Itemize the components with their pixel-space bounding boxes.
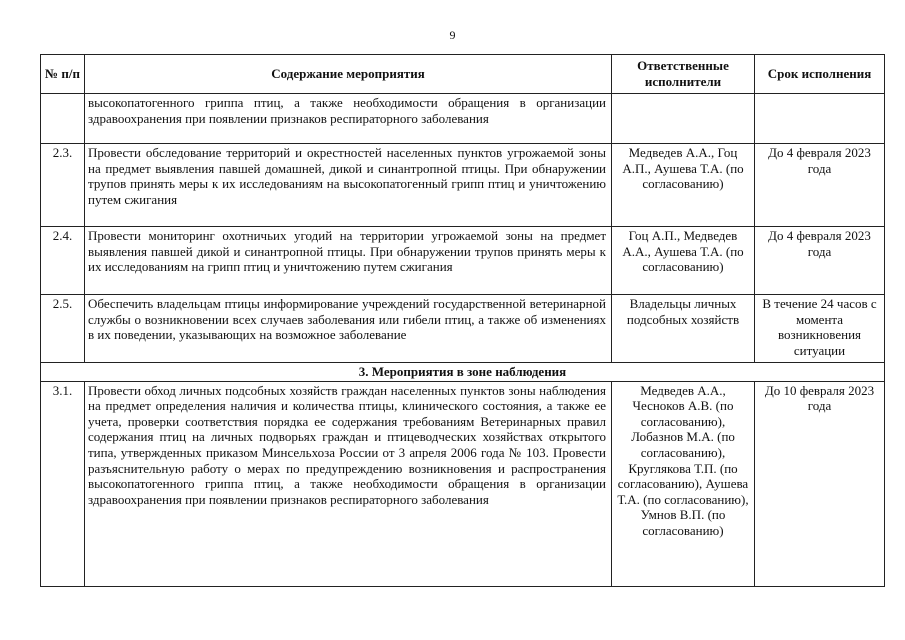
table-row xyxy=(41,94,885,144)
table-row xyxy=(41,381,885,586)
measures-table xyxy=(40,54,885,587)
table-row xyxy=(41,295,885,363)
row-term xyxy=(755,94,885,144)
row-num: 2.5. xyxy=(41,295,85,363)
page-number: 9 xyxy=(449,28,456,42)
row-content: Провести обход личных подсобных хозяйств граждан населенных пунктов зоны наблюдения на предмет определения наличия и количества птицы, клинического состояния, а также ее учета, проверки соответствия порядка ее содержания требованиям Ветеринарных правил содержания птиц на личных подворьях граждан и птицеводческих хозяйствах открытого типа, утвержденных приказом Минсельхоза России от 3 апреля 2006 года № 103. Провести разъяснительную работу о мерах по предупреждению возникновения и распространения высокопатогенного гриппа птиц, а также необходимости обращения в организации здравоохранения при появлении признаков респираторного заболевания xyxy=(85,381,612,586)
row-num: 3.1. xyxy=(41,381,85,586)
section-row xyxy=(41,363,885,382)
row-responsible xyxy=(612,94,755,144)
row-num xyxy=(41,94,85,144)
header-content: Содержание мероприятия xyxy=(85,55,612,94)
row-content: Провести мониторинг охотничьих угодий на территории угрожаемой зоны на предмет выявления павшей дикой и синантропной птицы. При обнаружении трупов принять меры к их исследованиям на грипп птиц и уничтожению путем сжигания xyxy=(85,227,612,295)
row-responsible: Медведев А.А., Гоц А.П., Аушева Т.А. (по согласованию) xyxy=(612,144,755,227)
row-term: До 4 февраля 2023 года xyxy=(755,227,885,295)
row-num: 2.4. xyxy=(41,227,85,295)
table-header-row xyxy=(41,55,885,94)
header-responsible: Ответственные исполнители xyxy=(612,55,755,94)
header-num: № п/п xyxy=(41,55,85,94)
row-responsible: Владельцы личных подсобных хозяйств xyxy=(612,295,755,363)
header-term: Срок исполнения xyxy=(755,55,885,94)
row-term: До 10 февраля 2023 года xyxy=(755,381,885,586)
row-responsible: Гоц А.П., Медведев А.А., Аушева Т.А. (по согласованию) xyxy=(612,227,755,295)
row-content: Обеспечить владельцам птицы информирование учреждений государственной ветеринарной службы о возникновении всех случаев заболевания или гибели птиц, а также об изменениях в их поведении, указывающих на возможное заболевание xyxy=(85,295,612,363)
section-title: 3. Мероприятия в зоне наблюдения xyxy=(41,363,885,382)
row-content: Провести обследование территорий и окрестностей населенных пунктов угрожаемой зоны на предмет выявления павшей домашней, дикой и синантропной птицы. При обнаружении трупов принять меры к их исследованиям на высокопатогенный грипп птиц и уничтожению путем сжигания xyxy=(85,144,612,227)
table-row xyxy=(41,144,885,227)
row-num: 2.3. xyxy=(41,144,85,227)
row-term: До 4 февраля 2023 года xyxy=(755,144,885,227)
table-row xyxy=(41,227,885,295)
row-responsible: Медведев А.А., Чесноков А.В. (по согласованию), Лобазнов М.А. (по согласованию), Круглякова Т.П. (по согласованию), Аушева Т.А. (по согласованию), Умнов В.П. (по согласованию) xyxy=(612,381,755,586)
row-term: В течение 24 часов с момента возникновения ситуации xyxy=(755,295,885,363)
row-content: высокопатогенного гриппа птиц, а также необходимости обращения в организации здравоохранения при появлении признаков респираторного заболевания xyxy=(85,94,612,144)
